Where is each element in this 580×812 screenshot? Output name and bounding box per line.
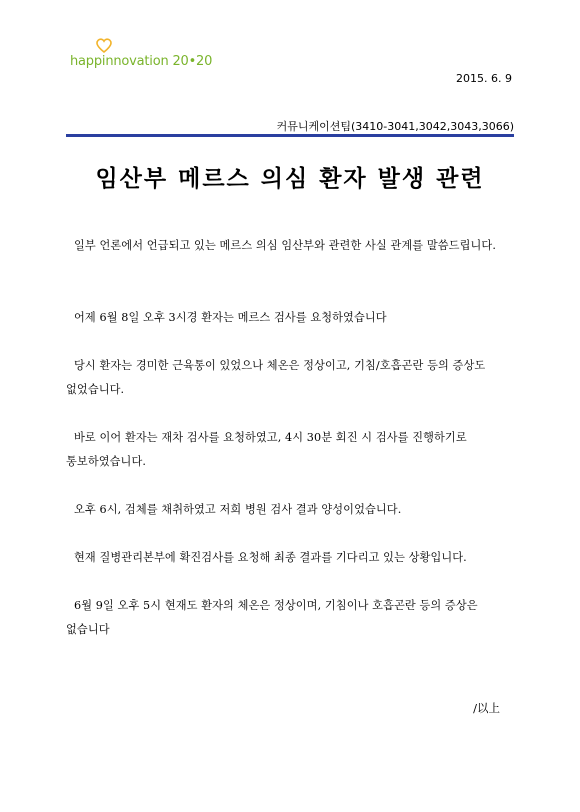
header-divider — [66, 134, 514, 137]
paragraph-1: 일부 언론에서 언급되고 있는 메르스 의심 임산부와 관련한 사실 관계를 말씀드립니다. — [74, 239, 496, 252]
closing-mark: /以上 — [473, 701, 500, 715]
document-date: 2015. 6. 9 — [456, 72, 512, 85]
paragraph-7: 6월 9일 오후 5시 현재도 환자의 체온은 정상이며, 기침이나 호흡곤란 등의 증상은 없습니다 — [66, 599, 478, 636]
paragraph-5: 오후 6시, 검체를 채취하였고 저희 병원 검사 결과 양성이었습니다. — [74, 503, 402, 516]
paragraph-6: 현재 질병관리본부에 확진검사를 요청해 최종 결과를 기다리고 있는 상황입니다. — [74, 551, 467, 564]
document-title: 임산부 메르스 의심 환자 발생 관련 — [95, 166, 485, 192]
heart-icon — [96, 38, 112, 54]
contact-info: 커뮤니케이션팀(3410-3041,3042,3043,3066) — [276, 120, 514, 133]
logo-text: happinnovation 20•20 — [70, 54, 213, 69]
paragraph-4: 바로 이어 환자는 재차 검사를 요청하였고, 4시 30분 회진 시 검사를 진행하기로 통보하였습니다. — [66, 431, 467, 468]
paragraph-3: 당시 환자는 경미한 근육통이 있었으나 체온은 정상이고, 기침/호흡곤란 등의 증상도 없었습니다. — [66, 359, 486, 396]
paragraph-2: 어제 6월 8일 오후 3시경 환자는 메르스 검사를 요청하였습니다 — [74, 311, 387, 324]
company-logo — [70, 38, 213, 72]
